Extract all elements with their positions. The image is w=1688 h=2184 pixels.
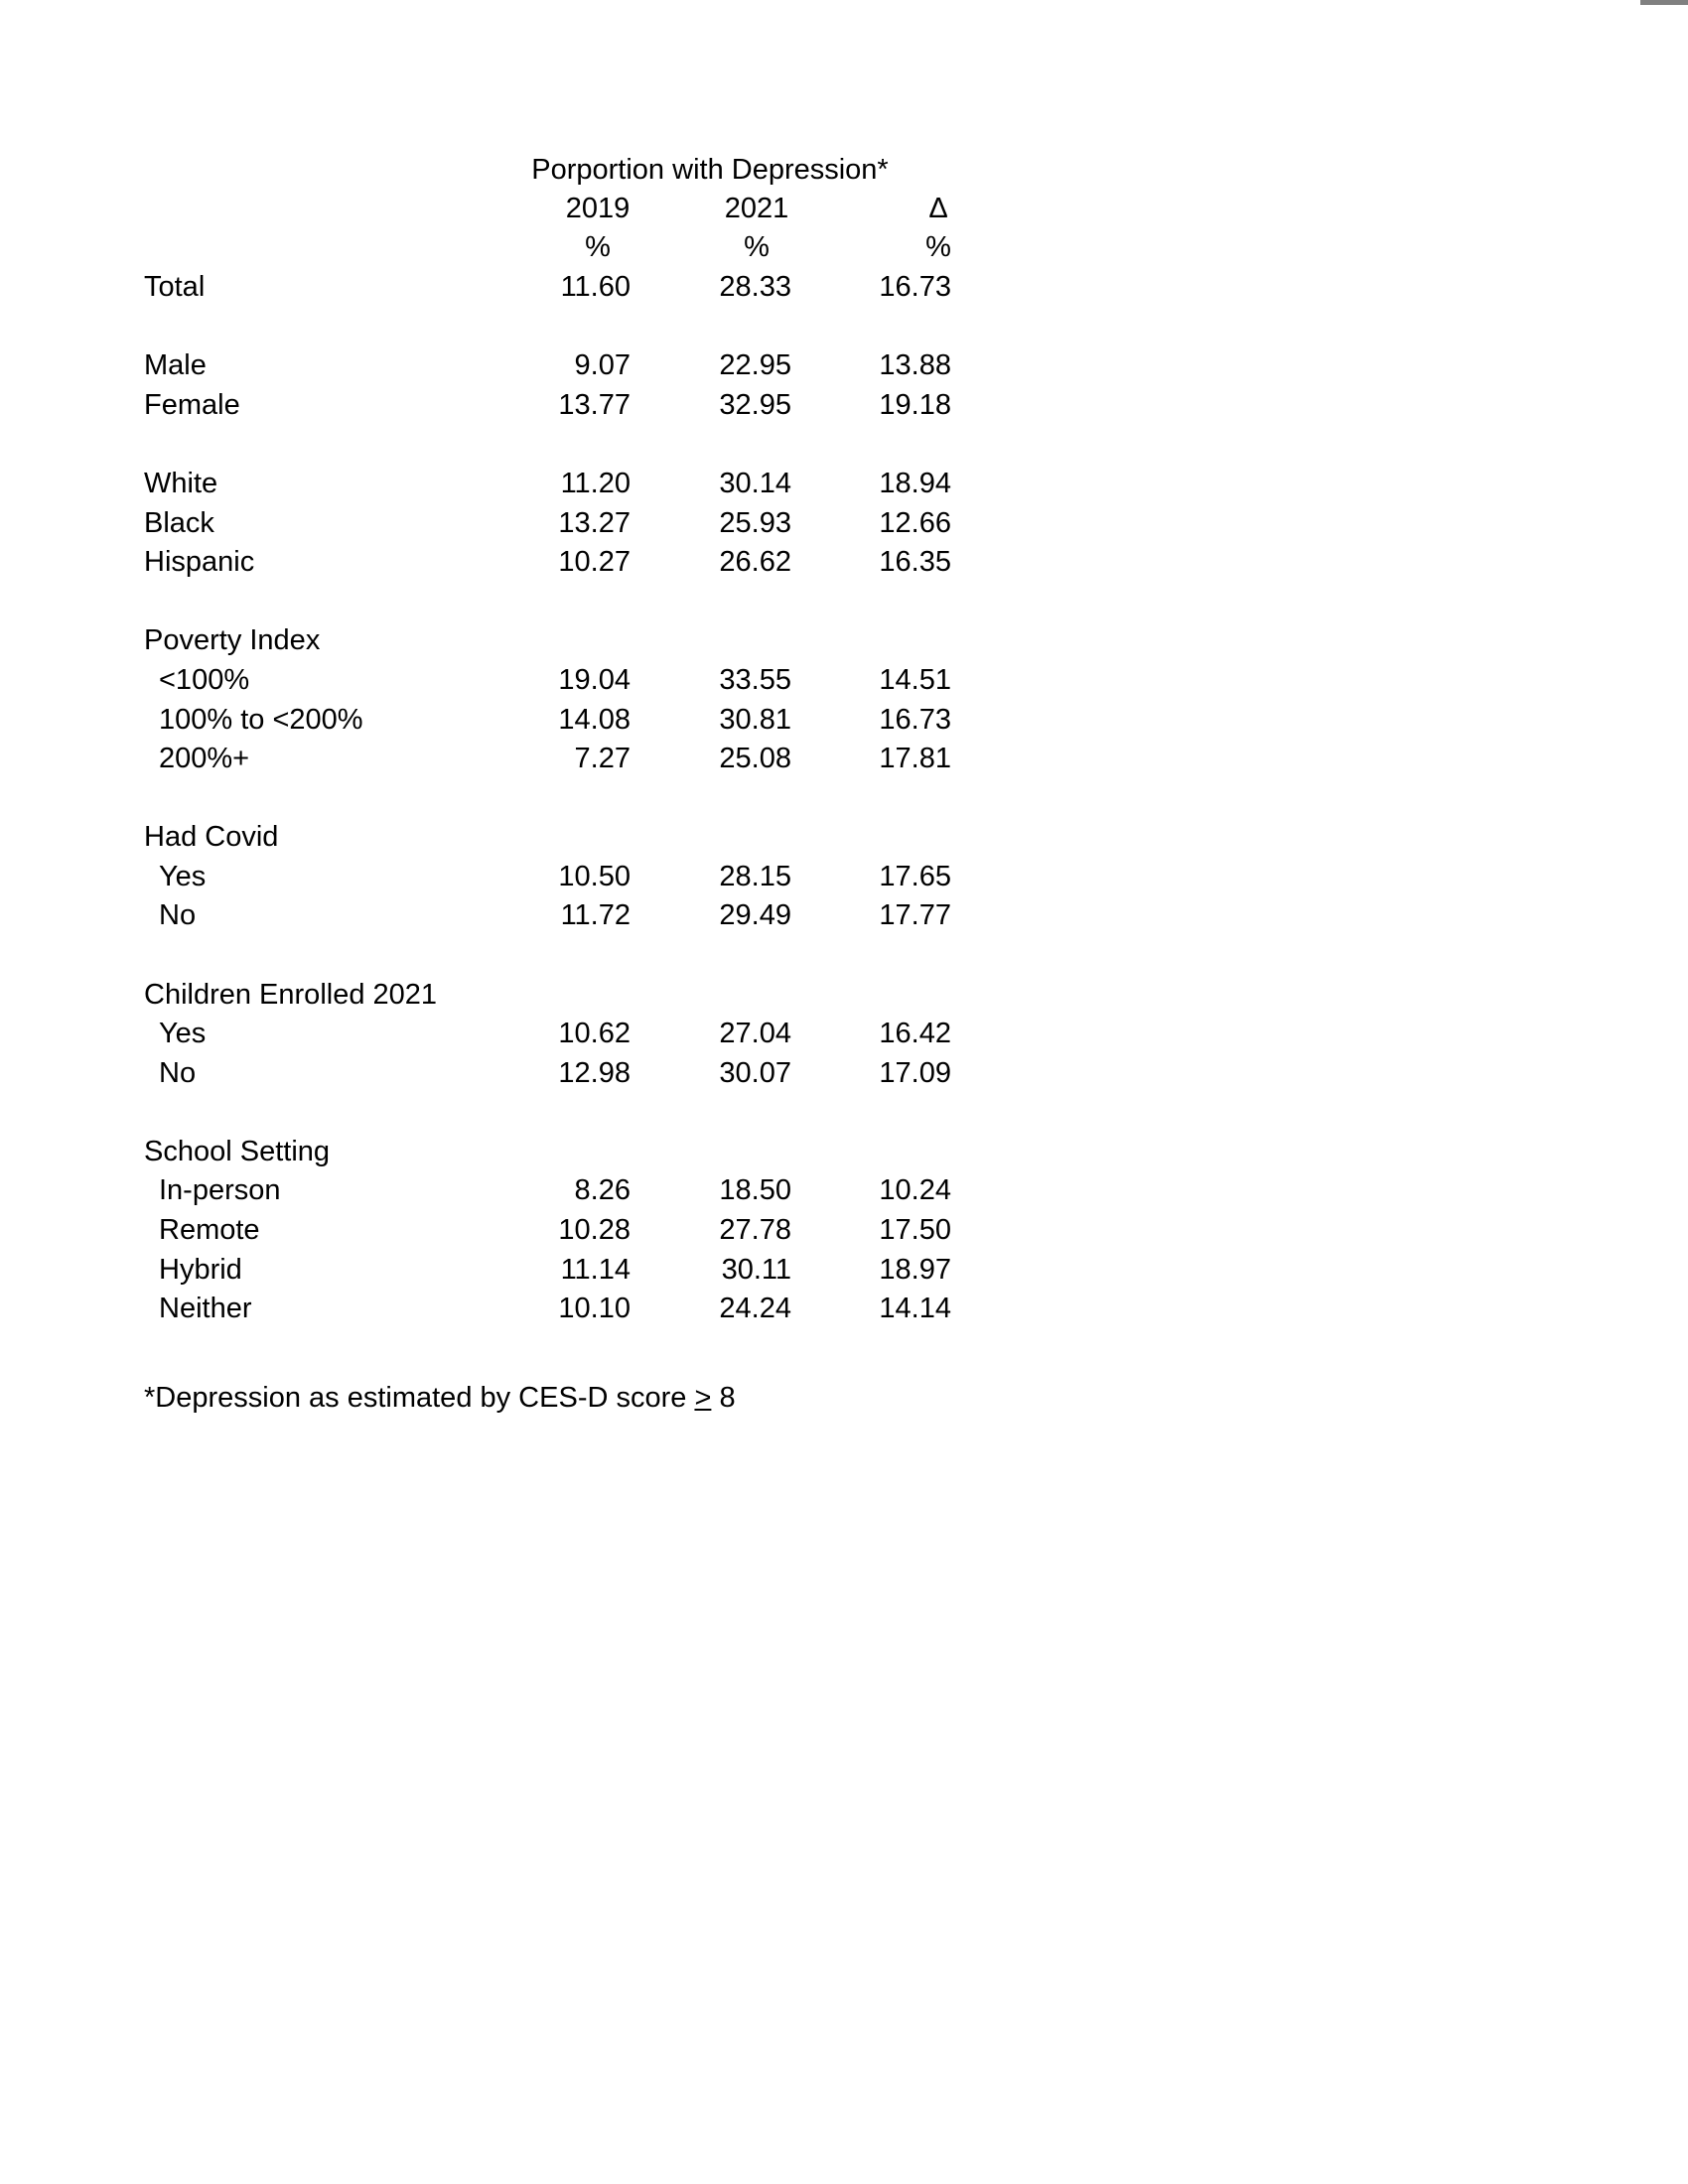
value-delta: 18.97 — [879, 1254, 951, 1286]
value-delta: 10.24 — [879, 1174, 951, 1206]
value-2019: 10.62 — [558, 1018, 631, 1049]
unit-header-row — [0, 227, 1688, 267]
value-2021: 24.24 — [719, 1293, 791, 1324]
section-heading: School Setting — [144, 1136, 331, 1167]
value-delta: 14.14 — [879, 1293, 951, 1324]
table-row — [0, 1014, 1688, 1053]
value-2021: 27.04 — [719, 1018, 791, 1049]
row-label: Yes — [159, 1018, 207, 1049]
section-heading: Had Covid — [144, 821, 279, 853]
year-2021-header: 2021 — [724, 193, 789, 224]
value-2019: 8.26 — [574, 1174, 631, 1206]
value-2021: 25.08 — [719, 743, 791, 774]
row-label: In-person — [159, 1174, 281, 1206]
value-2019: 11.60 — [560, 271, 631, 303]
value-delta: 17.77 — [879, 899, 951, 931]
table-row — [0, 895, 1688, 935]
table-row — [0, 620, 1688, 660]
table-row — [0, 542, 1688, 582]
table-row — [0, 1210, 1688, 1250]
section-heading: Children Enrolled 2021 — [144, 979, 438, 1011]
value-2021: 28.15 — [719, 861, 791, 892]
value-delta: 16.73 — [879, 704, 951, 736]
table-row — [0, 700, 1688, 740]
value-2019: 12.98 — [558, 1057, 631, 1089]
value-delta: 17.09 — [879, 1057, 951, 1089]
value-delta: 13.88 — [879, 349, 951, 381]
table-row — [0, 857, 1688, 896]
greater-equal-symbol: > — [694, 1382, 712, 1414]
table-row — [0, 267, 1688, 307]
footnote — [144, 1378, 736, 1418]
row-label: Black — [144, 507, 214, 539]
value-delta: 16.42 — [879, 1018, 951, 1049]
table-row — [0, 1132, 1688, 1171]
value-2021: 28.33 — [719, 271, 791, 303]
delta-header: Δ — [928, 193, 948, 224]
value-2021: 30.11 — [721, 1254, 791, 1286]
value-2019: 13.77 — [558, 389, 631, 421]
section-heading: Poverty Index — [144, 624, 321, 656]
value-2019: 11.14 — [560, 1254, 631, 1286]
value-2019: 10.50 — [558, 861, 631, 892]
row-label: Neither — [159, 1293, 252, 1324]
value-delta: 16.73 — [879, 271, 951, 303]
table-title: Porportion with Depression* — [531, 154, 889, 186]
value-2021: 30.07 — [719, 1057, 791, 1089]
year-header-row — [0, 189, 1688, 228]
value-2019: 19.04 — [558, 664, 631, 696]
value-2021: 25.93 — [719, 507, 791, 539]
value-delta: 16.35 — [879, 546, 951, 578]
table-row — [0, 1250, 1688, 1290]
value-2019: 10.27 — [558, 546, 631, 578]
table-row — [0, 503, 1688, 543]
row-label: White — [144, 468, 218, 499]
value-2021: 18.50 — [719, 1174, 791, 1206]
unit-delta-header: % — [925, 231, 951, 263]
row-label: Yes — [159, 861, 207, 892]
value-2019: 10.28 — [558, 1214, 631, 1246]
row-label: Hispanic — [144, 546, 255, 578]
row-label: Total — [144, 271, 206, 303]
value-2021: 33.55 — [719, 664, 791, 696]
unit-2019-header: % — [585, 231, 611, 263]
value-2021: 26.62 — [719, 546, 791, 578]
row-label: Remote — [159, 1214, 260, 1246]
table-row — [0, 817, 1688, 857]
table-row — [0, 345, 1688, 385]
value-2021: 32.95 — [719, 389, 791, 421]
table-row — [0, 385, 1688, 425]
table-row — [0, 975, 1688, 1015]
row-label: Female — [144, 389, 240, 421]
table-row — [0, 660, 1688, 700]
row-label: Male — [144, 349, 207, 381]
value-delta: 12.66 — [879, 507, 951, 539]
table-row — [0, 1053, 1688, 1093]
value-2019: 7.27 — [574, 743, 631, 774]
table-row — [0, 464, 1688, 503]
footnote-threshold: 8 — [711, 1382, 736, 1414]
value-delta: 17.65 — [879, 861, 951, 892]
value-delta: 18.94 — [879, 468, 951, 499]
table-row — [0, 1170, 1688, 1210]
row-label: <100% — [159, 664, 250, 696]
value-2021: 27.78 — [719, 1214, 791, 1246]
value-delta: 19.18 — [879, 389, 951, 421]
value-delta: 17.50 — [879, 1214, 951, 1246]
value-2021: 29.49 — [719, 899, 791, 931]
row-label: Hybrid — [159, 1254, 242, 1286]
unit-2021-header: % — [744, 231, 770, 263]
value-2021: 30.81 — [719, 704, 791, 736]
value-2019: 14.08 — [558, 704, 631, 736]
row-label: 100% to <200% — [159, 704, 363, 736]
row-label: No — [159, 899, 197, 931]
table-row — [0, 739, 1688, 778]
row-label: No — [159, 1057, 197, 1089]
value-2019: 13.27 — [558, 507, 631, 539]
table-row — [0, 1289, 1688, 1328]
value-2019: 9.07 — [574, 349, 631, 381]
year-2019-header: 2019 — [565, 193, 631, 224]
value-2019: 10.10 — [558, 1293, 631, 1324]
value-delta: 14.51 — [879, 664, 951, 696]
value-2021: 30.14 — [719, 468, 791, 499]
value-2021: 22.95 — [719, 349, 791, 381]
value-2019: 11.72 — [560, 899, 631, 931]
value-2019: 11.20 — [560, 468, 631, 499]
value-delta: 17.81 — [879, 743, 951, 774]
row-label: 200%+ — [159, 743, 250, 774]
footnote-text: *Depression as estimated by CES-D score — [144, 1382, 695, 1414]
